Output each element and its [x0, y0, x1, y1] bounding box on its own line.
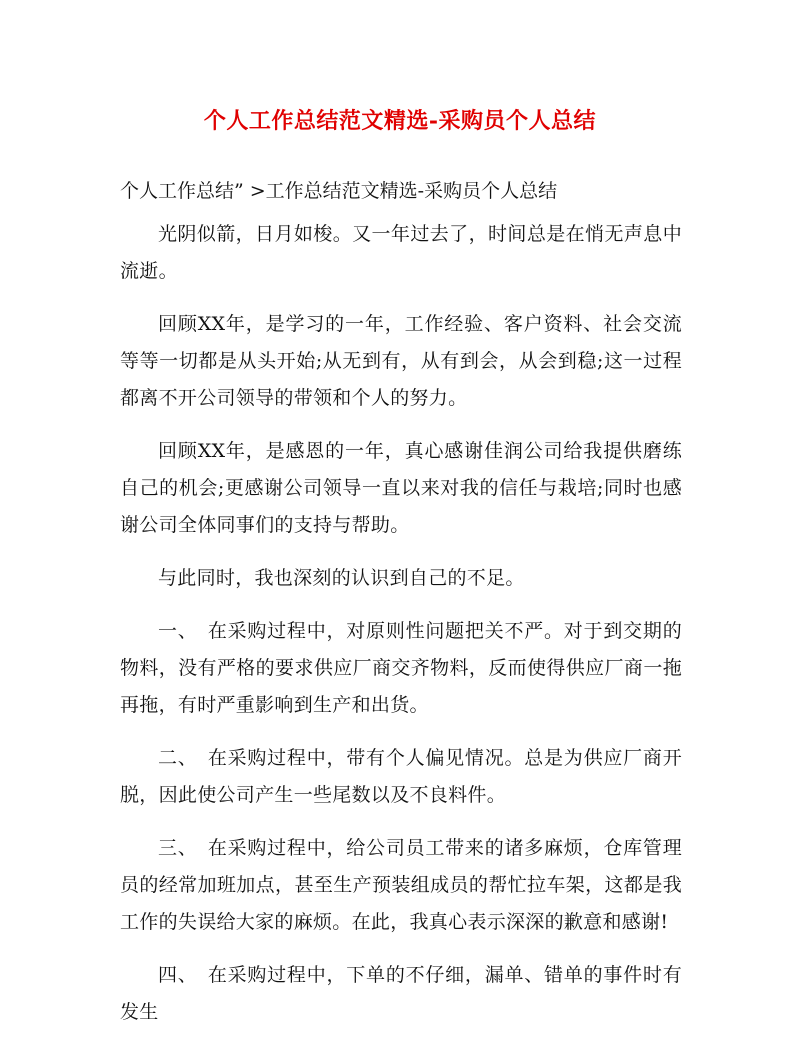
paragraph: 四、 在采购过程中，下单的不仔细，漏单、错单的事件时有发生: [120, 964, 682, 1023]
paragraph: 回顾XX年，是感恩的一年，真心感谢佳润公司给我提供磨练自己的机会;更感谢公司领导一直以来对我的信任与栽培;同时也感谢公司全体同事们的支持与帮助。: [120, 440, 682, 536]
paragraph: 回顾XX年，是学习的一年，工作经验、客户资料、社会交流等等一切都是从头开始;从无到有，从有到会，从会到稳;这一过程都离不开公司领导的带领和个人的努力。: [120, 313, 682, 409]
document-body: [120, 216, 682, 1047]
paragraph: 光阴似箭，日月如梭。又一年过去了，时间总是在悄无声息中流逝。: [120, 223, 682, 282]
paragraph: 二、 在采购过程中，带有个人偏见情况。总是为供应厂商开脱，因此使公司产生一些尾数以及不良料件。: [120, 747, 682, 806]
paragraph: 三、 在采购过程中，给公司员工带来的诸多麻烦，仓库管理员的经常加班加点，甚至生产预装组成员的帮忙拉车架，这都是我工作的失误给大家的麻烦。在此，我真心表示深深的歉意和感谢!: [120, 837, 682, 933]
paragraph: 与此同时，我也深刻的认识到自己的不足。: [158, 567, 525, 589]
breadcrumb: 个人工作总结” >工作总结范文精选-采购员个人总结: [120, 180, 558, 202]
document-title: 个人工作总结范文精选-采购员个人总结: [203, 108, 597, 134]
paragraph: 一、 在采购过程中，对原则性问题把关不严。对于到交期的物料，没有严格的要求供应厂商交齐物料，反而使得供应厂商一拖再拖，有时严重影响到生产和出货。: [120, 620, 682, 716]
